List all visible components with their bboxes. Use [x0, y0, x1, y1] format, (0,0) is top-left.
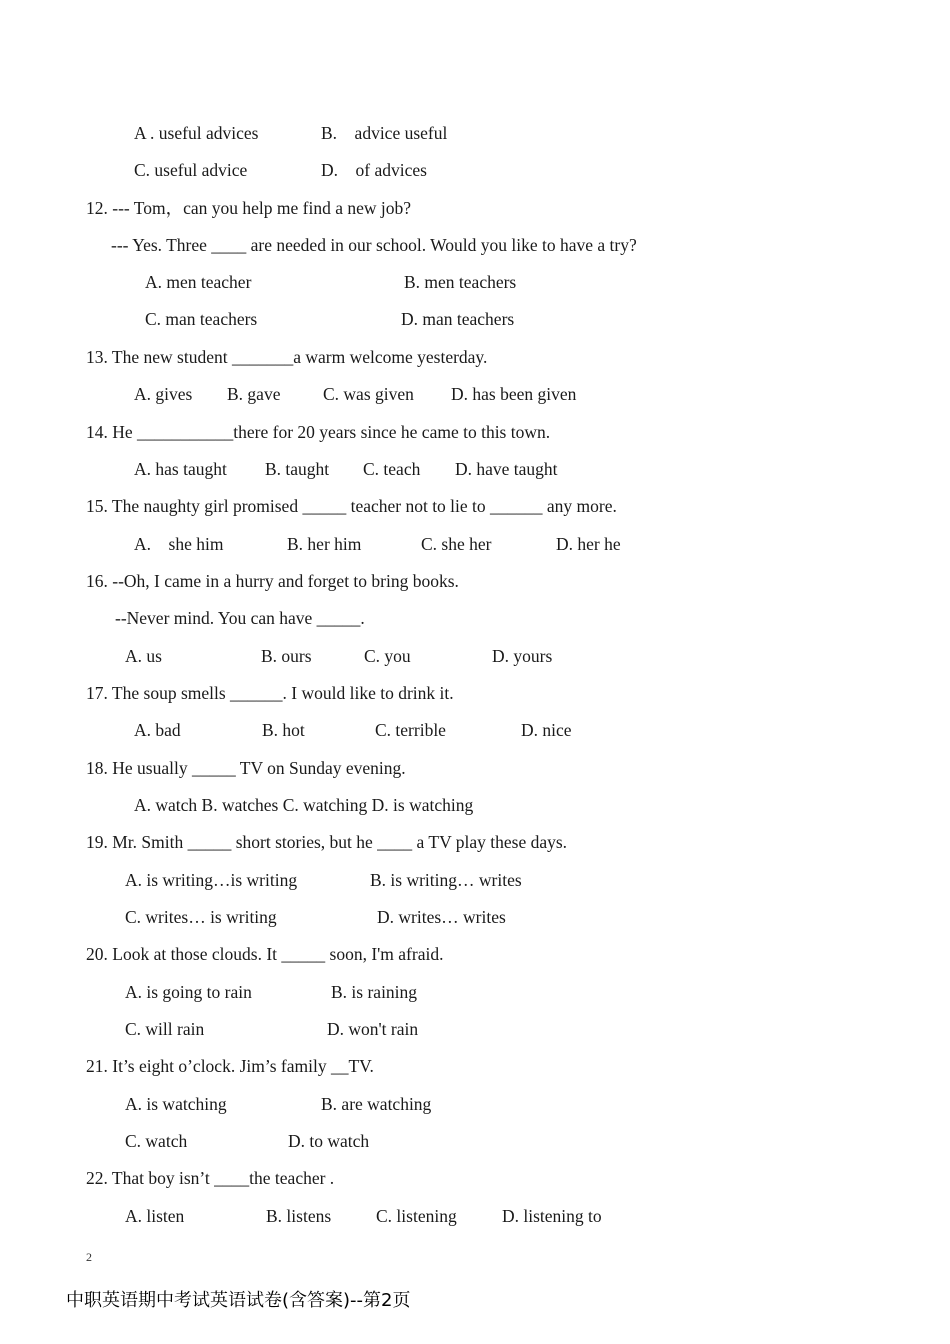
- q13-option-b: B. gave: [227, 384, 281, 404]
- q14-option-c: C. teach: [363, 459, 421, 479]
- q19-stem: 19. Mr. Smith _____ short stories, but he ____ a TV play these days.: [86, 832, 568, 852]
- q13-option-a: A. gives: [134, 384, 193, 404]
- q15-option-d: D. her he: [556, 534, 621, 554]
- q15-option-b: B. her him: [287, 534, 362, 554]
- q13-option-c: C. was given: [323, 384, 414, 404]
- q17-option-a: A. bad: [134, 720, 181, 740]
- q21-option-c: C. watch: [125, 1131, 188, 1151]
- q15-option-a: A. she him: [134, 534, 224, 554]
- q21-option-b: B. are watching: [321, 1094, 432, 1114]
- q15-option-c: C. she her: [421, 534, 492, 554]
- q17-option-d: D. nice: [521, 720, 572, 740]
- q16-option-a: A. us: [125, 646, 162, 666]
- q12-stem: 12. --- Tom，can you help me find a new job?: [86, 198, 412, 218]
- q22-option-d: D. listening to: [502, 1206, 602, 1226]
- q18-options: A. watch B. watches C. watching D. is watching: [134, 795, 474, 815]
- q14-option-d: D. have taught: [455, 459, 558, 479]
- document-footer: 中职英语期中考试英语试卷(含答案)--第2页: [66, 1290, 411, 1311]
- q13-option-d: D. has been given: [451, 384, 577, 404]
- q18-stem: 18. He usually _____ TV on Sunday evening.: [86, 758, 406, 778]
- q19-option-a: A. is writing…is writing: [125, 870, 298, 890]
- q22-option-c: C. listening: [376, 1206, 457, 1226]
- q13-stem: 13. The new student _______a warm welcome yesterday.: [86, 347, 488, 367]
- q16-option-c: C. you: [364, 646, 411, 666]
- page-number: 2: [86, 1250, 92, 1264]
- q12-stem-reply: --- Yes. Three ____ are needed in our school. Would you like to have a try?: [111, 235, 637, 255]
- q11-option-c: C. useful advice: [134, 160, 248, 180]
- q15-stem: 15. The naughty girl promised _____ teacher not to lie to ______ any more.: [86, 496, 617, 516]
- q19-option-c: C. writes… is writing: [125, 907, 277, 927]
- q21-option-a: A. is watching: [125, 1094, 227, 1114]
- q16-stem: 16. --Oh, I came in a hurry and forget to bring books.: [86, 571, 459, 591]
- q20-option-c: C. will rain: [125, 1019, 205, 1039]
- q20-option-b: B. is raining: [331, 982, 418, 1002]
- q14-stem: 14. He ___________there for 20 years since he came to this town.: [86, 422, 551, 442]
- q14-option-b: B. taught: [265, 459, 330, 479]
- q20-option-d: D. won't rain: [327, 1019, 419, 1039]
- q16-option-b: B. ours: [261, 646, 312, 666]
- q19-option-d: D. writes… writes: [377, 907, 506, 927]
- q12-option-c: C. man teachers: [145, 309, 258, 329]
- q19-option-b: B. is writing… writes: [370, 870, 522, 890]
- q16-stem-reply: --Never mind. You can have _____.: [115, 608, 365, 628]
- q22-option-a: A. listen: [125, 1206, 185, 1226]
- q20-stem: 20. Look at those clouds. It _____ soon, I'm afraid.: [86, 944, 444, 964]
- q16-option-d: D. yours: [492, 646, 553, 666]
- q20-option-a: A. is going to rain: [125, 982, 252, 1002]
- q21-stem: 21. It’s eight o’clock. Jim’s family __TV.: [86, 1056, 374, 1076]
- q21-option-d: D. to watch: [288, 1131, 370, 1151]
- q17-stem: 17. The soup smells ______. I would like to drink it.: [86, 683, 454, 703]
- q12-option-b: B. men teachers: [404, 272, 517, 292]
- q22-option-b: B. listens: [266, 1206, 332, 1226]
- q12-option-a: A. men teacher: [145, 272, 252, 292]
- q11-option-b: B. advice useful: [321, 123, 448, 143]
- q22-stem: 22. That boy isn’t ____the teacher .: [86, 1168, 335, 1188]
- q11-option-a: A . useful advices: [134, 123, 259, 143]
- q12-option-d: D. man teachers: [401, 309, 515, 329]
- q17-option-b: B. hot: [262, 720, 305, 740]
- q11-option-d: D. of advices: [321, 160, 427, 180]
- q17-option-c: C. terrible: [375, 720, 446, 740]
- q14-option-a: A. has taught: [134, 459, 227, 479]
